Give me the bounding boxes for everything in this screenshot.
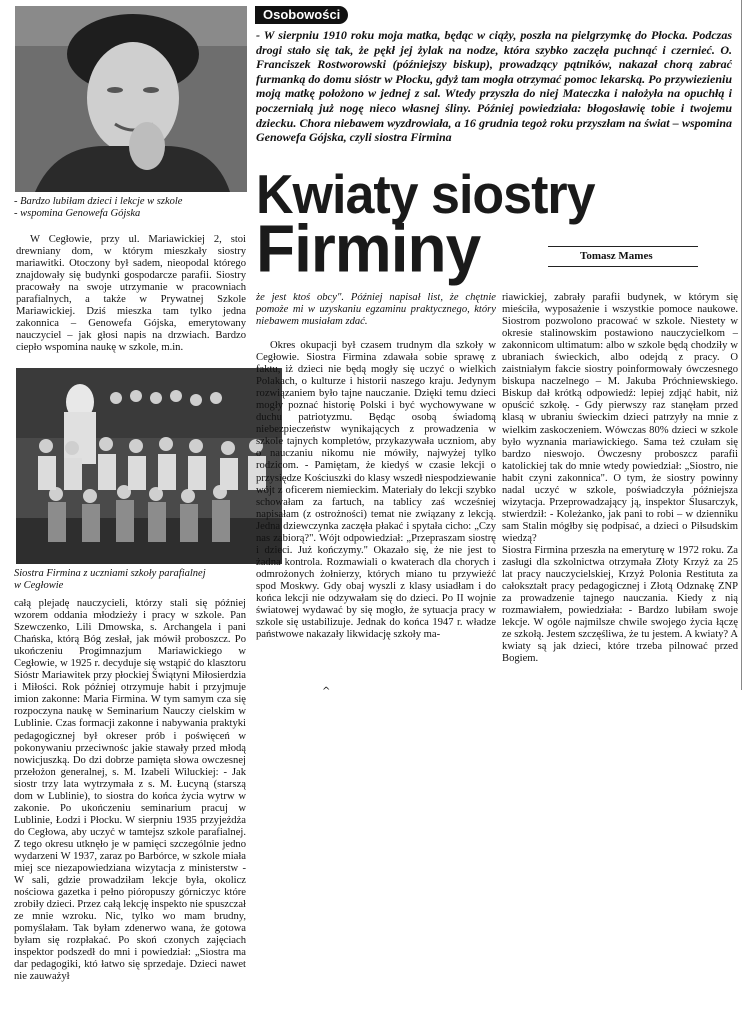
lead-paragraph: - W sierpniu 1910 roku moja matka, będąc w ciąży, poszła na pielgrzymkę do Płocka. Podczas drogi stało się tak, że pękł jej żylak na nodze, która szybko zaczęła puchnąć i czernieć. O. Franciszek Rostworowski (późniejszy biskup), prowadzący pątników, nakazał chorą zabrać furmanką do domu sióstr w Płocku, gdyż tam mogła otrzymać pomoc lekarską. Po przywiezieniu moją matkę położono w jednej z sal. Wtedy przyszła do niej Mateczka i nałożyła na opuchłą i poczerniałą już nogę nieco własnej śliny. Później powiedziała: błogosławię tobie i twojemu dziecku. Chora niebawem wyzdrowiała, a 16 grudnia tegoż roku przyszłam na świat – wspomina Genowefa Gójska, czyli siostra Firmina <box>256 28 732 145</box>
column1-bottom-text: całą plejadę nauczycieli, którzy stali się później wzorem oddania młodzieży i pracy w szkole. Pan Szewczenko, Lili Dmowska, s. Archangela i pani Chańska, którą Bóg zesłał, jak mówił proboszcz. Po ukończeniu Progimnazjum Mariawickiego w Cegłowie, w 1925 r. decyduje się wstąpić do klasztoru Sióstr Mariawitek przy płockiej Świątyni Miłosierdzia i Miłości. Rok później otrzymuje habit i przyjmuje imion zakonne: Maria Firmina. W tym samym cza się rozpoczyna naukę w Seminarium Nauczy cielskim w Lublinie. Czas formacji zakonne i nabywania praktyki pedagogicznej był okreser prób i poświęceń w pokonywaniu przeciwnośc jakie stawały przed młodą nowicjuszką. Do dzi dobrze pamięta słowa owczesnej przełożon generalnej, s. M. Izabeli Wiluckiej: - Jak siostr trzy lata wytrzymała z s. M. Łucyną (starszą dom w Lublinie), to siostra do końca życia wytrw w zakonie. Po ukończeniu seminarium pracuj w Lublinie, Łodzi i Płocku. W sierpniu 1935 przyjeżdża do Cegłowa, aby uczyć w tamtejsz szkole parafialnej. Z tego okresu utknęło je w pamięci szczególnie jedno wydarzeni W 1937, zaraz po Barbórce, w szkole miała miej sce niezapowiedziana wizytacja z ministerstw - W sali, gdzie prowadziłam lekcje była, okolicz nościowa gazetka i pełno pióropuszy górniczyc które zrobiły dzieci. Przez całą lekcję inspekto nie spuszczał ze mnie wzroku. Nic, tylko wo mam brudny, pomyślałam. Tak byłam zdenerwo wana, że gotowa byłam się rozpłakać. Po skoń czonych zajęciach inspektor podszedł do mni i powiedział: „Siostra ma dar pedagogiki, któ łatwo się sprzedaje. Dzieci nawet nie zauważył <box>14 598 246 983</box>
portrait-illustration <box>15 6 247 192</box>
author-name: Tomasz Mames <box>580 250 653 262</box>
class-photo-caption: Siostra Firmina z uczniami szkoły parafialnej w Cegłowie <box>14 568 206 591</box>
headline-line2: Firminy <box>256 210 481 287</box>
portrait-caption: - Bardzo lubiłam dzieci i lekcje w szkole - wspomina Genowefa Gójska <box>14 196 183 219</box>
portrait-photo <box>15 6 247 192</box>
stray-mark: ^ <box>322 686 331 697</box>
headline-line1: Kwiaty siostry <box>256 164 595 226</box>
page-edge-line <box>741 0 742 690</box>
column3-text: riawickiej, zabrały parafii budynek, w którym się mieściła, wyposażenie i wszystkie pomoce naukowe. Siostrom pozwolono pracować w szkole. Niestety w okresie stalinowskim postawiono nauczycielkom – zakonnicom ultimatum: albo w szkole będą chodziły w ubraniach świeckich, albo odejdą z pracy. O zaistniałym fakcie siostry poinformowały ówczesnego biskupa naczelnego – M. Jakuba Próchniewskiego. Biskup dał krótką odpowiedź: lepiej zdjąć habit, niż opuścić szkołę. - Gdy pierwszy raz stanęłam przed klasą w ubraniu świeckim dzieci patrzyły na mnie z wielkim zaskoczeniem. Wówczas 80% dzieci w szkole było wyznania mariawickiego. Sama też czułam się bardzo nieswojo. Ówczesny proboszcz parafii katolickiej tak do mnie wtedy powiedział: „Siostro, nie habit czyni zakonnica". O tym, że siostry powinny nadal uczyć w szkole, poświadczyła późniejsza wizytacja. Przeprowadzający ją, inspektor Ślusarczyk, stwierdził: - Koleżanko, jak pani to robi – w dzienniku sam Stalin mógłby się podpisać, a dzieci o Piłsudskim wiedzą? Siostra Firmina przeszła na emeryturę w 1972 roku. Za zasługi dla szkolnictwa otrzymała Złoty Krzyż za 25 lat pracy nauczycielskiej, Krzyż Polonia Restituta za całokształt pracy pedagogicznej i Złotą Odznakę ZNP za prowadzenie tajnego nauczania. Kiedy z nią rozmawiałem, powiedziała: - Bardzo lubiłam swoje lekcje. W ogóle najmilsze chwile swojego życia łączę ze szkołą. Jestem szczęśliwa, że tu jestem. A kwiaty? A kwiaty są jak dzieci, które trzeba pilnować przed Bogiem. <box>502 292 738 665</box>
author-rule-top <box>548 246 698 247</box>
column1-top-text: W Cegłowie, przy ul. Mariawickiej 2, stoi drewniany dom, w którym mieszkały siostry mariawitki. Otoczony był sadem, nieopodal którego znajdowały się budynki gospodarcze parafii. Siostry pracowały na swoje utrzymanie w pracowniach parafialnych, a także w Prywatnej Szkole Mariawickiej. Dziś mieszka tam tylko jedna zakonnica – Genowefa Gójska, emerytowany nauczyciel – jak głosi napis na drzwiach. Bardzo ciepło wspomina naukę w szkole, m.in. <box>16 234 246 354</box>
column2-top-text: że jest ktoś obcy". Później napisał list, że chętnie pomoże mi w uzyskaniu egzaminu praktycznego, który niebawem musiałam zdać. <box>256 292 496 328</box>
class-photo <box>16 368 282 564</box>
section-tag: Osobowości <box>255 6 348 24</box>
author-rule-bottom <box>548 266 698 267</box>
column2-main-text: Okres okupacji był czasem trudnym dla szkoły w Cegłowie. Siostra Firmina zdawała sobie sprawę z faktu, iż dzieci nie będą mogły się uczyć o wielkich Polakach, o kulturze i historii naszego kraju. Jedynym rozwiązaniem było tajne nauczanie. Dzięki temu dzieci mogły poznać historię Polski i być wychowywane w duchu patriotyzmu. Będąc osobą świadomą niebezpieczeństw wynikających z prowadzenia w szkole tajnych kompletów, przykazywała uczniom, aby o nauczaniu nikomu nie mówiły, najwyżej tylko rodzicom. - Pamiętam, że kiedyś w czasie lekcji o przysiędze Kościuszki do klasy wszedł niespodziewanie wójt z oficerem niemieckim. Materiały do lekcji szybko schowałam za fartuch, na tablicy zaś wcześniej napisałam (z ostrożności) temat nie związany z lekcją. Jedna dziewczynka zaczęła płakać i spytała cicho: „Czy nas zabiorą?". Wójt odpowiedział: „Przepraszam siostrę i dzieci. Już kończymy." Okazało się, że nie jest to żadna kontrola. Rozmawiali o kwaterach dla chorych i odmrożonych żołnierzy, których miano tu przywieźć spod Moskwy. Gdy obaj wyszli z klasy usiadłam i do końca lekcji nie odzywałam się do dzieci. Po II wojnie światowej wydawać by się mogło, że sytuacja pracy w szkole się ustabilizuje. Jednak do końca 1947 r. władze państwowe nakazały likwidację szkoły ma- <box>256 340 496 641</box>
class-photo-illustration <box>16 368 282 564</box>
